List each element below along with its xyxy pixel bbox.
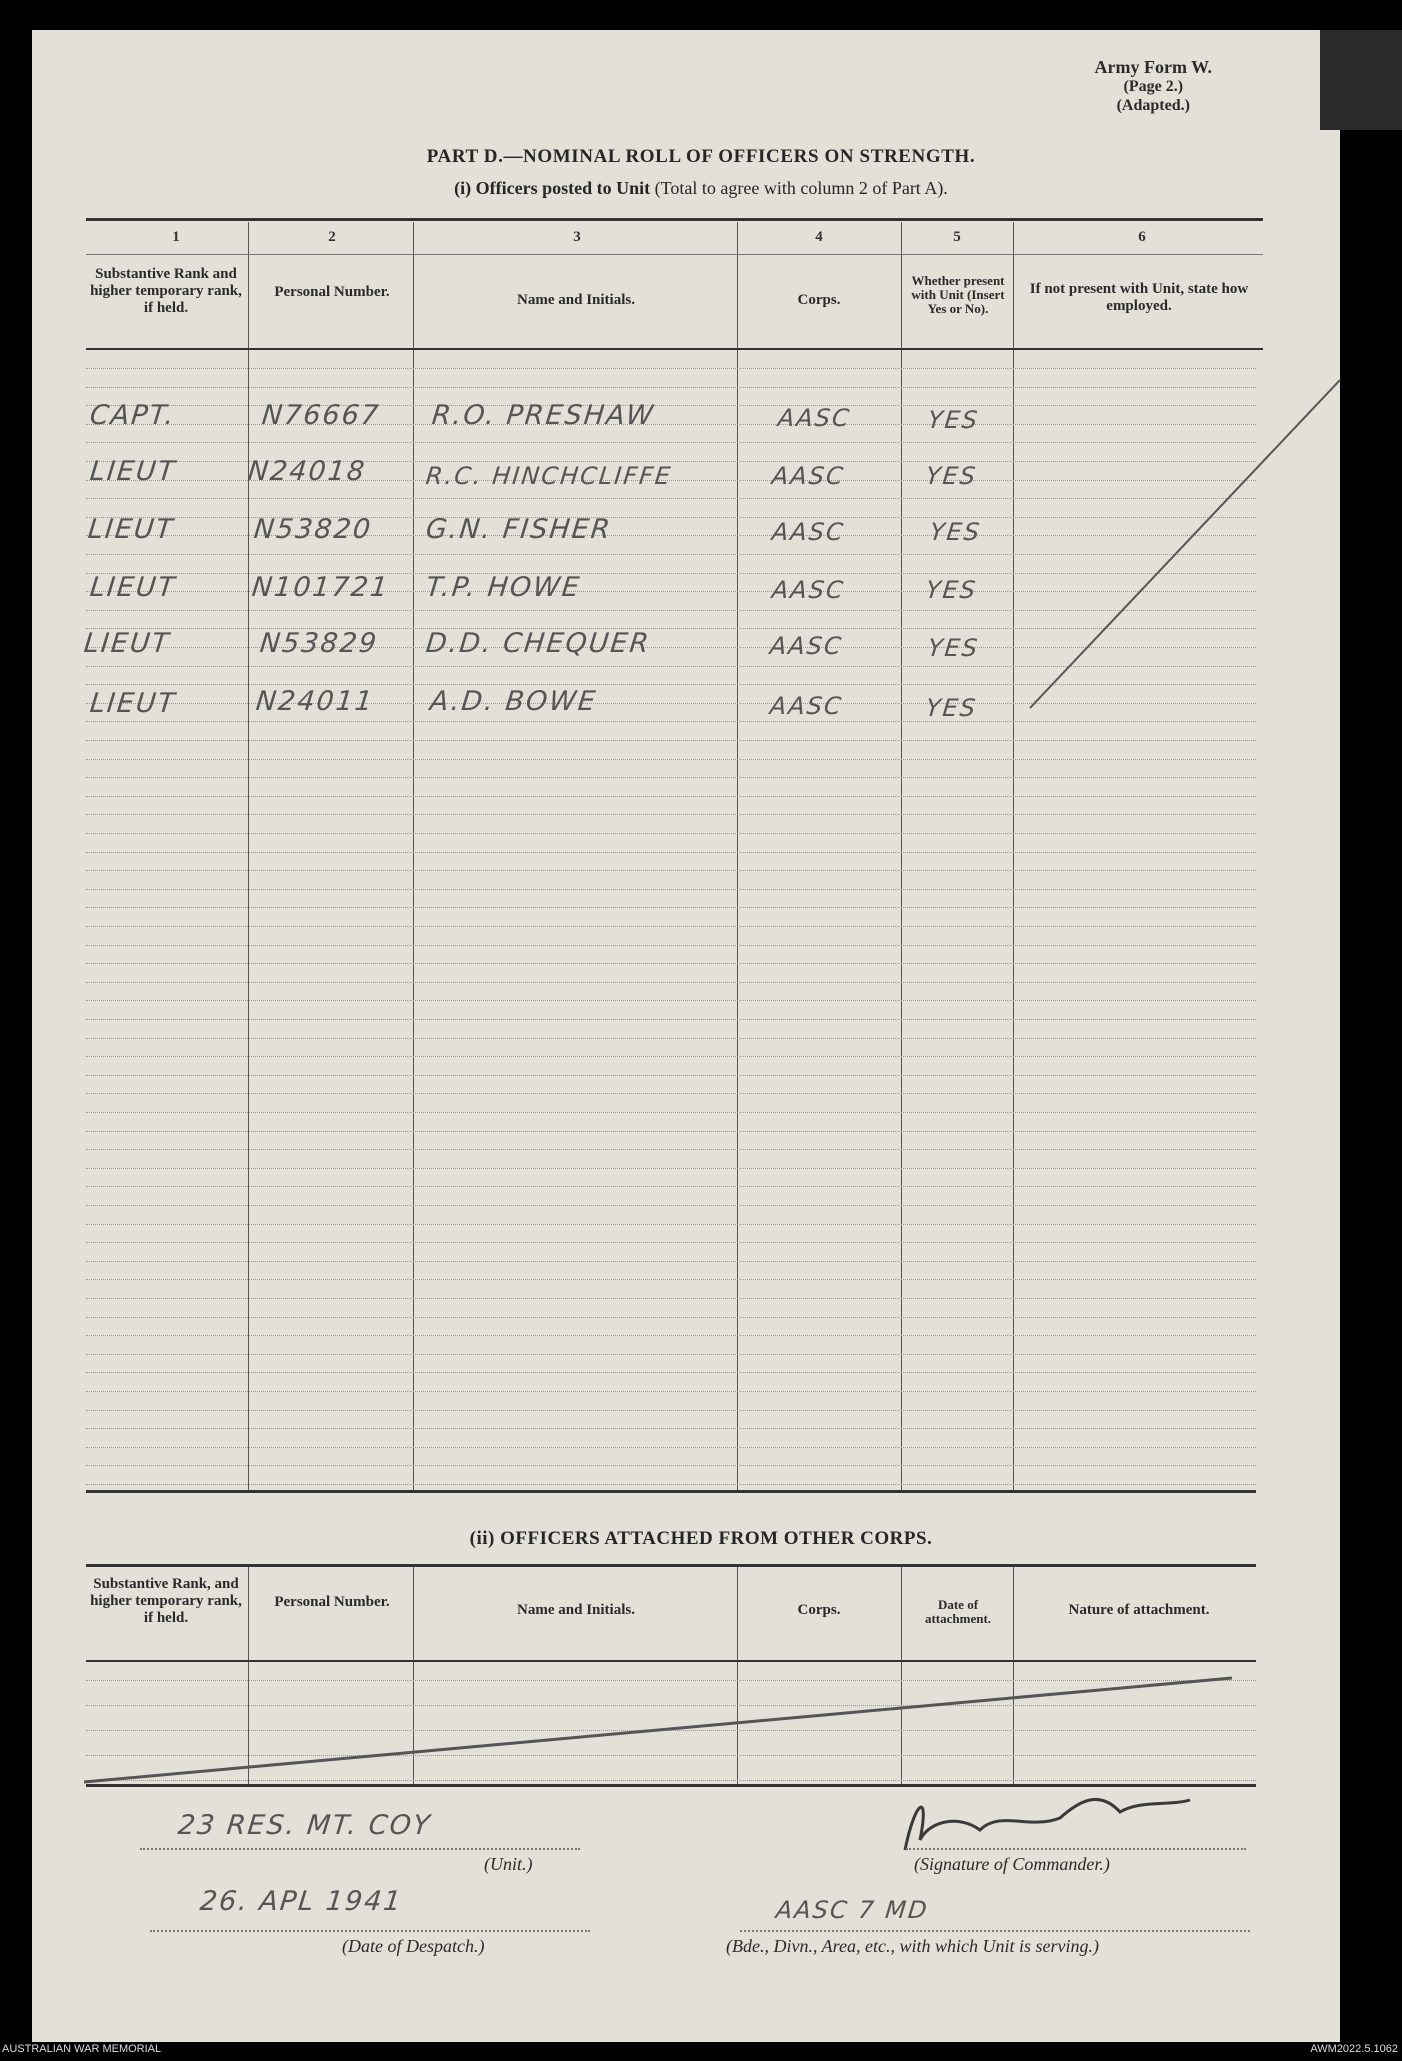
credit-right: AWM2022.5.1062 <box>1310 2043 1398 2055</box>
date-label: (Date of Despatch.) <box>342 1936 485 1956</box>
header-name: Name and Initials. <box>517 292 635 308</box>
row-number: N101721 <box>250 572 391 603</box>
date-value: 26. APL 1941 <box>198 1886 405 1917</box>
part-ii-header-date: Date of attachment. <box>924 1597 992 1626</box>
row-number: N24018 <box>246 456 368 487</box>
bde-label: (Bde., Divn., Area, etc., with which Unit is serving.) <box>726 1936 1099 1956</box>
row-corps: AASC <box>770 462 847 490</box>
signature-dotted-line <box>906 1848 1246 1850</box>
part-ii-header-nature: Nature of attachment. <box>1068 1602 1210 1618</box>
bde-dotted-line <box>740 1930 1250 1932</box>
part-ii-header-rank: Substantive Rank, and higher temporary rank, if held. <box>90 1576 242 1626</box>
col-number-5: 5 <box>953 229 961 245</box>
subtitle-bold: (i) Officers posted to Unit <box>454 178 651 198</box>
row-number: N76667 <box>260 400 382 431</box>
row-name: A.D. BOWE <box>428 686 599 717</box>
col-number-4: 4 <box>815 229 823 245</box>
col-number-3: 3 <box>573 229 581 245</box>
row-rank: LIEUT <box>88 572 178 603</box>
header-employment: If not present with Unit, state how employed. <box>1029 281 1249 314</box>
row-name: D.D. CHEQUER <box>424 628 653 659</box>
form-adapted-text: (Adapted.) <box>1116 97 1190 114</box>
col-number-6: 6 <box>1138 229 1146 245</box>
row-present: YES <box>926 406 981 434</box>
row-corps: AASC <box>768 632 845 660</box>
credit-left: AUSTRALIAN WAR MEMORIAL <box>2 2043 162 2055</box>
row-name: G.N. FISHER <box>424 514 614 545</box>
strike-line-part-ii <box>84 1678 1232 1782</box>
row-corps: AASC <box>776 404 853 432</box>
col-number-1: 1 <box>172 229 180 245</box>
header-corps: Corps. <box>797 292 841 308</box>
row-present: YES <box>926 634 981 662</box>
row-present: YES <box>928 518 983 546</box>
row-rank: LIEUT <box>88 688 178 719</box>
row-present: YES <box>924 462 979 490</box>
header-personal-number: Personal Number. <box>274 284 390 300</box>
row-present: YES <box>924 694 979 722</box>
strike-line-part-i <box>1030 380 1340 708</box>
row-corps: AASC <box>768 692 845 720</box>
header-rank: Substantive Rank and higher temporary rank, if held. <box>90 266 242 316</box>
form-id-text: Army Form W. <box>1094 57 1212 77</box>
signature-label: (Signature of Commander.) <box>914 1854 1110 1874</box>
part-ii-header-personal-number: Personal Number. <box>274 1594 390 1610</box>
row-name: R.C. HINCHCLIFFE <box>424 462 674 490</box>
commander-signature <box>905 1799 1190 1850</box>
header-present: Whether present with Unit (Insert Yes or No). <box>911 273 1005 316</box>
col-number-2: 2 <box>328 229 336 245</box>
date-dotted-line <box>150 1930 590 1932</box>
row-corps: AASC <box>770 518 847 546</box>
row-rank: CAPT. <box>88 400 178 431</box>
bde-value: AASC 7 MD <box>774 1896 931 1924</box>
part-ii-header-name: Name and Initials. <box>517 1602 635 1618</box>
unit-label: (Unit.) <box>484 1854 533 1874</box>
form-page-text: (Page 2.) <box>1123 78 1184 95</box>
part-ii-title: (ii) OFFICERS ATTACHED FROM OTHER CORPS. <box>469 1528 933 1549</box>
row-rank: LIEUT <box>82 628 172 659</box>
row-rank: LIEUT <box>86 514 176 545</box>
part-ii-header-corps: Corps. <box>797 1602 841 1618</box>
row-rank: LIEUT <box>88 456 178 487</box>
subtitle-rest: (Total to agree with column 2 of Part A). <box>650 178 948 198</box>
row-number: N24011 <box>254 686 376 717</box>
row-name: R.O. PRESHAW <box>430 400 657 431</box>
row-number: N53829 <box>258 628 380 659</box>
row-corps: AASC <box>770 576 847 604</box>
row-number: N53820 <box>252 514 374 545</box>
unit-value: 23 RES. MT. COY <box>176 1810 434 1841</box>
row-present: YES <box>924 576 979 604</box>
row-name: T.P. HOWE <box>424 572 583 603</box>
part-d-title: PART D.—NOMINAL ROLL OF OFFICERS ON STRENGTH. <box>426 146 976 167</box>
unit-dotted-line <box>140 1848 580 1850</box>
